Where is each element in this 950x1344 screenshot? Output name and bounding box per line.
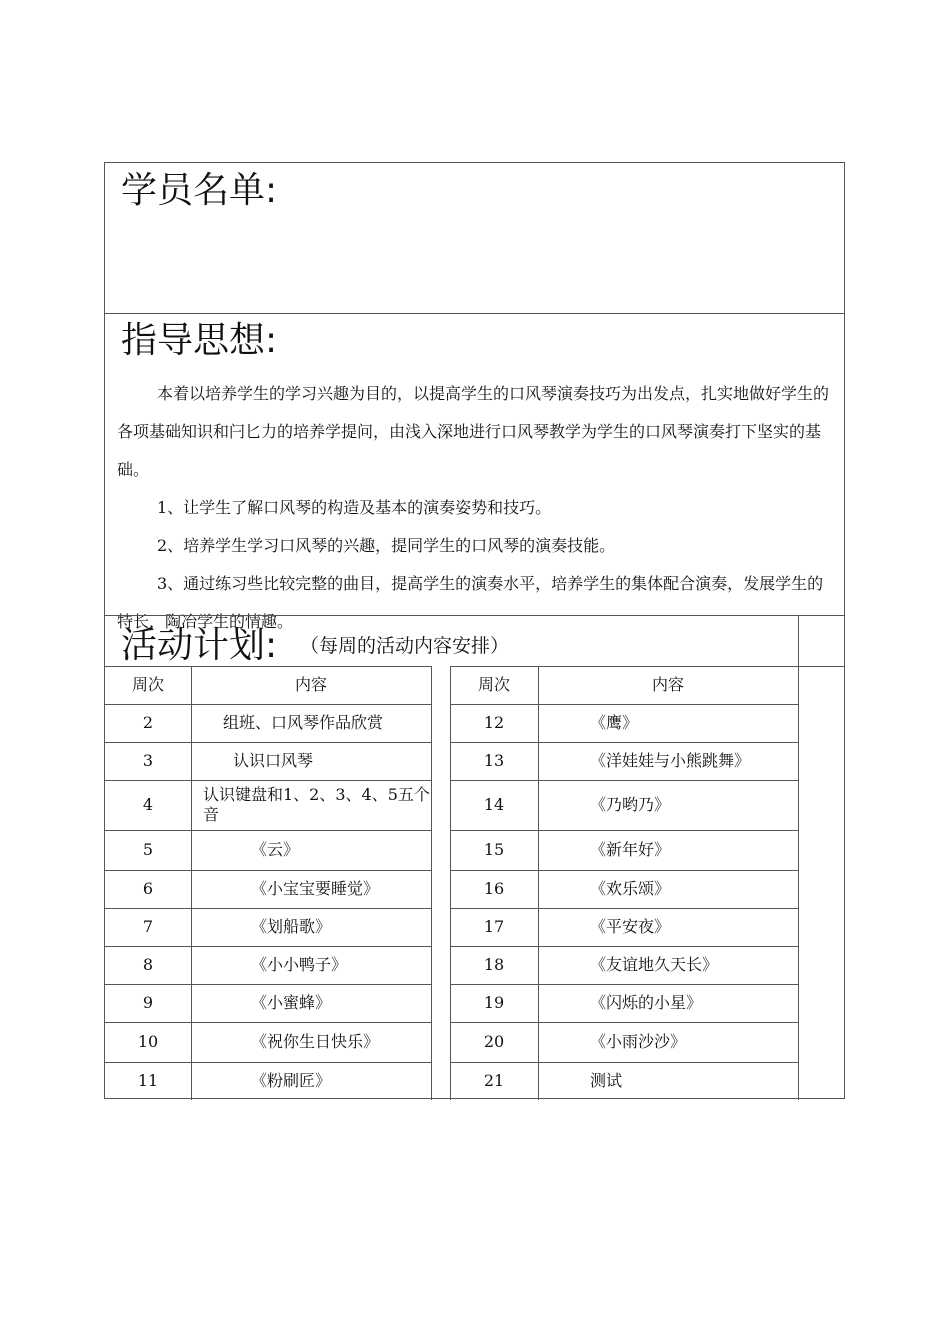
header-week: 周次	[477, 675, 510, 694]
content-cell: 《祝你生日快乐》	[251, 1032, 380, 1051]
week-cell: 20	[483, 1032, 505, 1051]
week-cell: 6	[142, 879, 154, 898]
content-cell: 《小雨沙沙》	[590, 1032, 687, 1051]
content-cell: 《洋娃娃与小熊跳舞》	[590, 751, 751, 770]
activity-plan-subtitle: （每周的活动内容安排）	[300, 635, 510, 657]
week-cell: 3	[142, 751, 154, 770]
table-rule	[798, 666, 799, 1100]
header-content: 内容	[651, 675, 684, 694]
week-cell: 4	[142, 795, 154, 814]
content-cell: 《小蜜蜂》	[251, 993, 332, 1012]
week-cell: 16	[483, 879, 505, 898]
guiding-principles-title: 指导思想:	[121, 320, 278, 361]
activity-plan-section	[104, 615, 845, 1099]
paragraph: 本着以培养学生的学习兴趣为目的，以提高学生的口风琴演奏技巧为出发点，扎实地做好学生的各项基础知识和闩匕力的培养学提问，由浅入深地进行口风琴教学为学生的口风琴演奏打下坚实的基础。	[117, 384, 830, 479]
table-rule	[798, 666, 844, 667]
table-rule	[798, 616, 799, 666]
content-cell: 测试	[590, 1071, 623, 1090]
week-cell: 14	[483, 795, 505, 814]
content-cell: 组班、口风琴作品欣赏	[223, 713, 384, 732]
section-divider	[105, 313, 844, 314]
document-frame	[104, 162, 845, 1099]
student-list-title: 学员名单:	[121, 170, 278, 211]
content-cell: 《小宝宝要睡觉》	[251, 879, 380, 898]
header-content: 内容	[294, 675, 327, 694]
table-rule	[431, 666, 432, 1100]
week-cell: 11	[137, 1071, 159, 1090]
content-cell: 《闪烁的小星》	[590, 993, 703, 1012]
guiding-principles-section	[104, 313, 845, 631]
content-cell: 《鹰》	[590, 713, 639, 732]
activity-plan-title: 活动计划:	[121, 625, 278, 666]
week-cell: 17	[483, 917, 505, 936]
week-cell: 10	[137, 1032, 159, 1051]
paragraph: 1、让学生了解口风琴的构造及基本的演奏姿势和技巧。	[157, 498, 552, 517]
paragraph: 2、培养学生学习口风琴的兴趣，提同学生的口风琴的演奏技能。	[157, 536, 616, 555]
content-cell: 《平安夜》	[590, 917, 671, 936]
content-cell: 《新年好》	[590, 840, 671, 859]
week-cell: 12	[483, 713, 505, 732]
content-cell: 《云》	[251, 840, 300, 859]
paragraph: 3、通过练习些比较完整的曲目，提高学生的演奏水平，培养学生的集体配合演奏，发展学生的特长，陶冶学生的情趣。	[117, 574, 824, 631]
guiding-principles-text	[117, 375, 833, 641]
week-cell: 8	[142, 955, 154, 974]
content-cell: 《粉刷匠》	[251, 1071, 332, 1090]
week-cell: 2	[142, 713, 154, 732]
content-cell: 《欢乐颂》	[590, 879, 671, 898]
content-cell: 认识口风琴	[233, 751, 314, 770]
week-cell: 18	[483, 955, 505, 974]
content-cell: 《小小鸭子》	[251, 955, 348, 974]
content-cell: 认识键盘和1、2、3、4、5五个音	[203, 785, 430, 824]
content-cell: 《友谊地久天长》	[590, 955, 719, 974]
week-cell: 5	[142, 840, 154, 859]
week-cell: 15	[483, 840, 505, 859]
week-cell: 13	[483, 751, 505, 770]
week-cell: 19	[483, 993, 505, 1012]
week-cell: 9	[142, 993, 154, 1012]
header-week: 周次	[131, 675, 164, 694]
week-cell: 21	[483, 1071, 505, 1090]
student-list-section	[104, 162, 845, 314]
week-cell: 7	[142, 917, 154, 936]
content-cell: 《划船歌》	[251, 917, 332, 936]
content-cell: 《乃哟乃》	[590, 795, 671, 814]
